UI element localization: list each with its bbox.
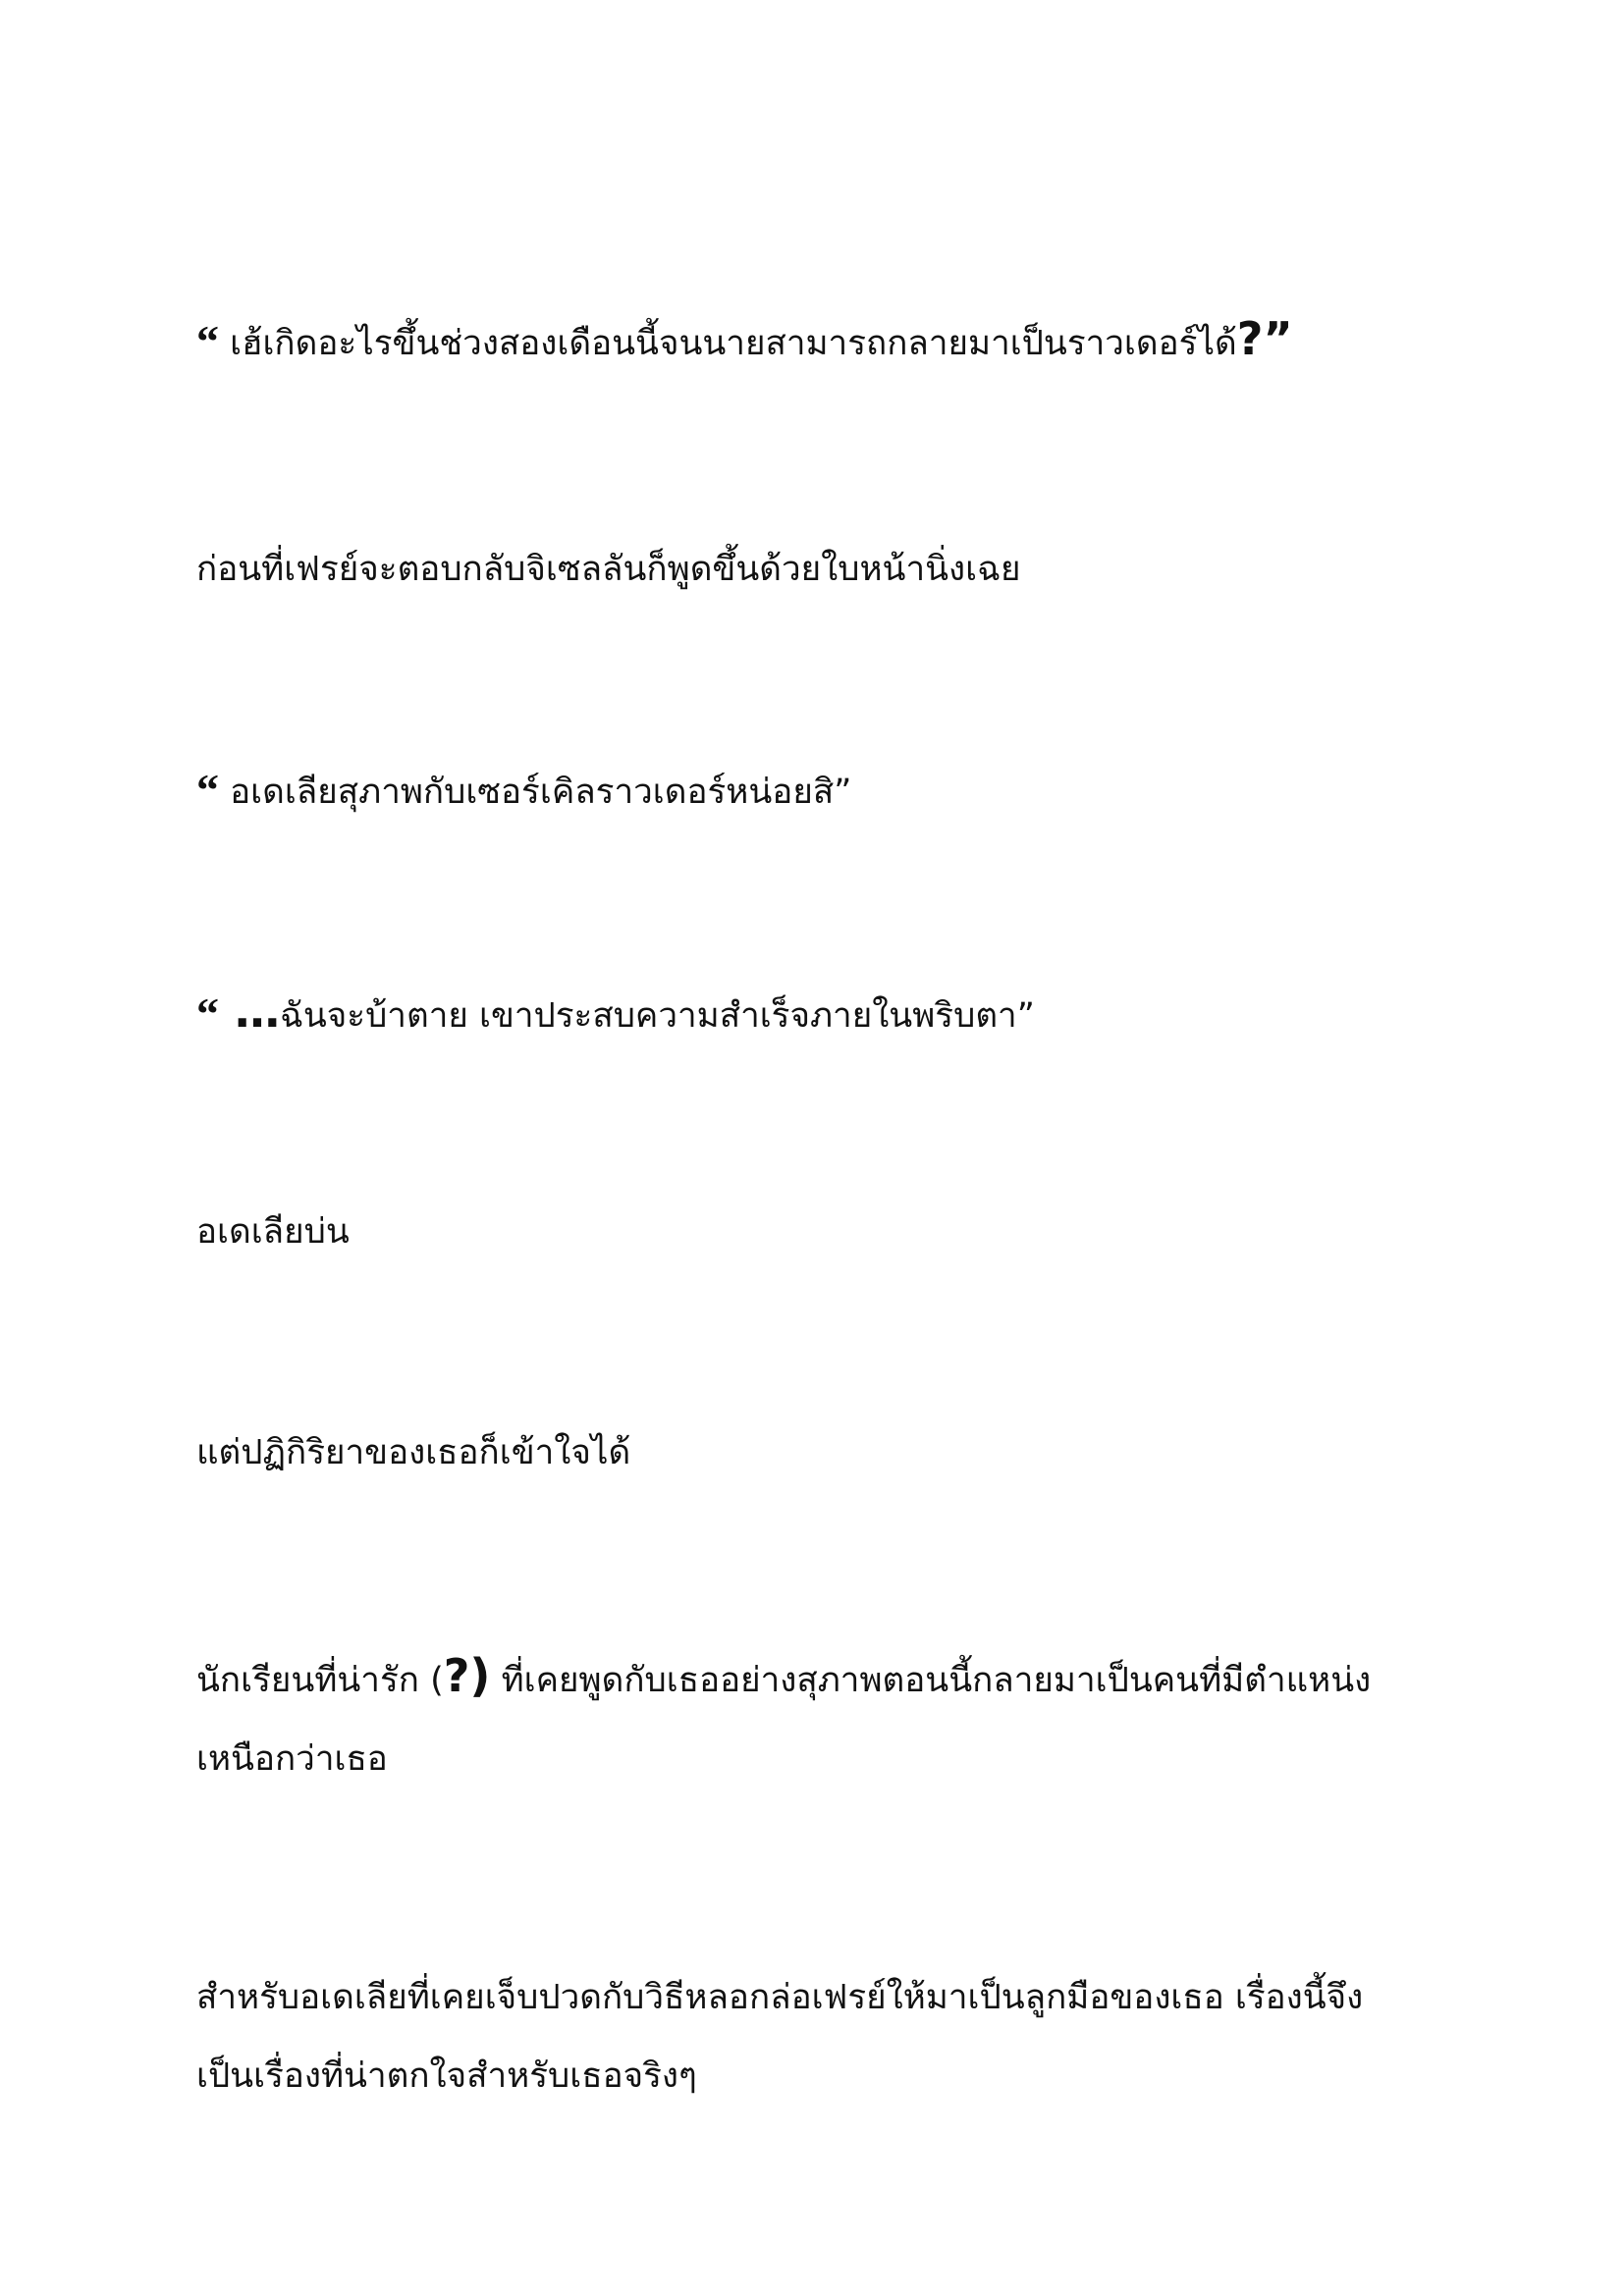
paragraph-8 [196,1958,1434,2115]
paragraph-6 [196,1414,1434,1492]
open-quote: “ [196,988,219,1039]
paragraph-3 [196,751,1434,831]
open-quote: “ [196,765,219,815]
paragraph-7 [196,1636,1434,1798]
paragraph-2-text: ก่อนที่เฟรย์จะตอบกลับจิเซลลันก็พูดขึ้นด้วยใบหน้านิ่งเฉย [196,550,1021,589]
paragraph-8-line-1: สำหรับอเดเลียที่เคยเจ็บปวดกับวิธีหลอกล่อเฟรย์ให้มาเป็นลูกมือของเธอ เรื่องนี้จึง [196,1978,1364,2017]
paragraph-5 [196,1193,1434,1271]
paragraph-5-text: อเดเลียบ่น [196,1212,350,1252]
paragraph-4-text: ฉันจะบ้าตาย เขาประสบความสำเร็จภายในพริบตา” [280,996,1035,1036]
paragraph-2 [196,530,1434,609]
paragraph-7-emphasis: ?) [443,1649,491,1702]
paragraph-1 [196,299,1434,383]
paragraph-1-text: เฮ้เกิดอะไรขึ้นช่วงสองเดือนนี้จนนายสามารถกลายมาเป็นราวเดอร์ได้ [219,324,1237,363]
paragraph-1-emphasis: ?” [1236,312,1293,365]
paragraph-8-line-2: เป็นเรื่องที่น่าตกใจสำหรับเธอจริงๆ [196,2056,697,2096]
paragraph-7-line-1-before: นักเรียนที่น่ารัก ( [196,1661,444,1700]
paragraph-4 [196,972,1434,1055]
paragraph-6-text: แต่ปฏิกิริยาของเธอก็เข้าใจได้ [196,1433,631,1472]
open-quote: “ [196,316,219,366]
paragraph-3-text: อเดเลียสุภาพกับเซอร์เคิลราวเดอร์หน่อยสิ” [219,773,852,812]
paragraph-7-line-2: เหนือกว่าเธอ [196,1739,388,1779]
paragraph-4-emphasis: … [219,985,281,1038]
paragraph-7-line-1 [196,1636,1434,1720]
paragraph-7-line-1-after: ที่เคยพูดกับเธออย่างสุภาพตอนนี้กลายมาเป็นคนที่มีตำแหน่ง [490,1661,1372,1700]
